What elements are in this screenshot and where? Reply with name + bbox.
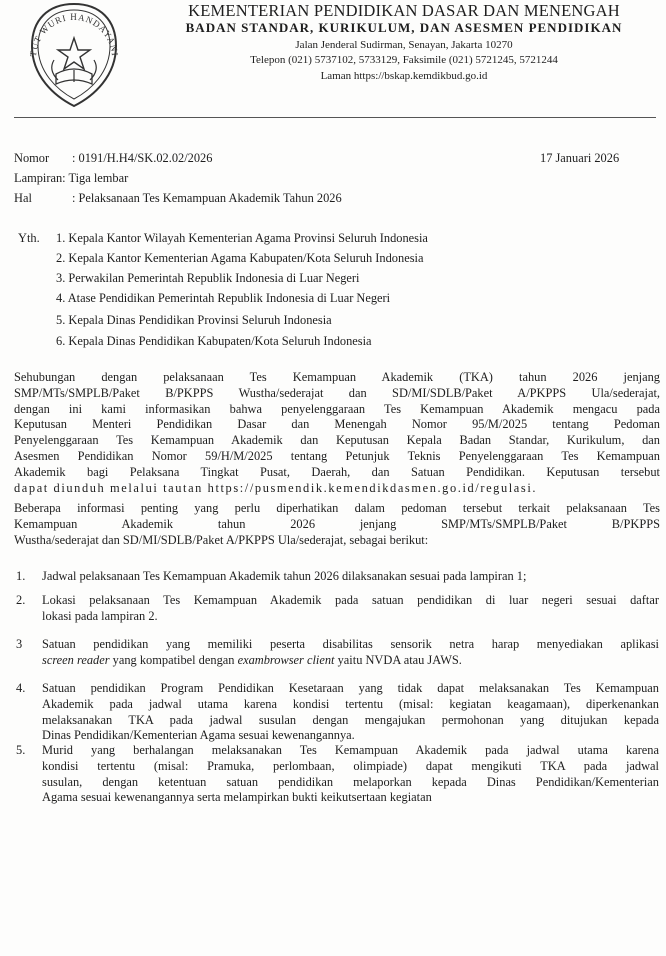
- paragraph-line: Kemampuan Akademik tahun 2026 jenjang SMP/MTs/SMPLB/Paket B/PKPPS: [14, 516, 660, 531]
- recipient-item: 5. Kepala Dinas Pendidikan Provinsi Seluruh Indonesia: [56, 313, 332, 327]
- point-line: [42, 653, 659, 669]
- agency-name: BADAN STANDAR, KURIKULUM, DAN ASESMEN PENDIDIKAN: [185, 20, 623, 35]
- point-number: 4.: [16, 681, 26, 695]
- point-text: [42, 681, 659, 744]
- point-text: [42, 593, 659, 625]
- point-number: 2.: [16, 593, 26, 607]
- ministry-name: KEMENTERIAN PENDIDIKAN DASAR DAN MENENGAH: [188, 1, 620, 20]
- nomor-row: [14, 151, 212, 166]
- point-line: Akademik pada jadwal utama karena kondisi tertentu (misal: kegiatan keagamaan), diperkenankan: [42, 696, 659, 711]
- paragraph-line: dapat diunduh melalui tautan https://pusmendik.kemendikdasmen.go.id/regulasi.: [14, 480, 538, 495]
- paragraph-line: Keputusan Menteri Pendidikan Dasar dan Menengah Nomor 95/M/2025 tentang Pedoman: [14, 417, 660, 432]
- point-line: susulan, dengan ketentuan satuan pendidikan melaporkan kepada Dinas Pendidikan/Kementerian: [42, 774, 659, 789]
- website: Laman https://bskap.kemdikbud.go.id: [320, 70, 488, 82]
- point-line: Satuan pendidikan yang memiliki peserta disabilitas sensorik netra harap menyediakan aplikasi: [42, 637, 659, 651]
- point-line: Lokasi pelaksanaan Tes Kemampuan Akademik pada satuan pendidikan di luar negeri sesuai daftar: [42, 593, 659, 607]
- point-line: Jadwal pelaksanaan Tes Kemampuan Akademik tahun 2026 dilaksanakan sesuai pada lampiran 1;: [42, 569, 527, 583]
- letter-date: 17 Januari 2026: [540, 151, 620, 165]
- point-line: Murid yang berhalangan melaksanakan Tes Kemampuan Akademik pada jadwal utama karena: [42, 743, 659, 757]
- point-line: Satuan pendidikan Program Pendidikan Kesetaraan yang tidak dapat melaksanakan Tes Kemampuan: [42, 681, 659, 695]
- paragraph-line: Akademik bagi Pelaksana Tingkat Pusat, Daerah, dan Satuan Pendidikan. Keputusan tersebut: [14, 464, 660, 479]
- point-line: lokasi pada lampiran 2.: [42, 608, 158, 623]
- svg-text:TUT WURI HANDAYANI: TUT WURI HANDAYANI: [27, 12, 121, 58]
- lampiran-row: Lampiran: Tiga lembar: [14, 171, 129, 185]
- point-number: 1.: [16, 569, 26, 583]
- paragraph-intro: [14, 370, 660, 496]
- recipient-item: 4. Atase Pendidikan Pemerintah Republik Indonesia di Luar Negeri: [56, 291, 391, 305]
- recipient-prefix: Yth.: [18, 231, 40, 245]
- point-number: 3: [16, 637, 23, 651]
- point-emphasis: exambrowser client: [237, 652, 335, 667]
- recipient-item: 1. Kepala Kantor Wilayah Kementerian Agama Provinsi Seluruh Indonesia: [56, 231, 428, 245]
- hal-label: Hal: [14, 191, 32, 205]
- paragraph-line: Sehubungan dengan pelaksanaan Tes Kemampuan Akademik (TKA) tahun 2026 jenjang: [14, 370, 660, 384]
- point-number: 5.: [16, 743, 26, 757]
- recipient-item: 3. Perwakilan Pemerintah Republik Indonesia di Luar Negeri: [56, 271, 360, 285]
- paragraph-line: Asesmen Pendidikan Nomor 59/H/M/2025 tentang Petunjuk Teknis Penyelenggaraan Tes Kemampuan: [14, 448, 660, 463]
- tut-wuri-handayani-logo: [14, 0, 134, 110]
- point-text: [42, 637, 659, 669]
- point-line-part: yaitu NVDA atau JAWS.: [334, 652, 462, 667]
- point-text: [42, 743, 659, 806]
- point-text: [42, 569, 659, 585]
- recipient-item: 6. Kepala Dinas Pendidikan Kabupaten/Kota Seluruh Indonesia: [56, 334, 372, 348]
- point-line: melaksanakan TKA pada jadwal susulan dengan mengajukan permohonan yang ditujukan kepada: [42, 712, 659, 727]
- paragraph-line: Penyelenggaraan Tes Kemampuan Akademik dan Keputusan Kepala Badan Standar, Kurikulum, dan: [14, 433, 660, 448]
- paragraph-points-intro: [14, 501, 660, 548]
- paragraph-line: dengan ini kami informasikan bahwa penyelenggaraan Tes Kemampuan Akademik mengacu pada: [14, 401, 660, 416]
- nomor-label: Nomor: [14, 151, 50, 165]
- paragraph-line: Beberapa informasi penting yang perlu diperhatikan dalam pedoman tersebut terkait pelaksanaan Tes: [14, 501, 660, 515]
- address: Jalan Jenderal Sudirman, Senayan, Jakarta 10270: [295, 39, 513, 51]
- paragraph-line: SMP/MTs/SMPLB/Paket B/PKPPS Wustha/sederajat dan SD/MI/SDLB/Paket A/PKPPS Ula/sederajat,: [14, 385, 660, 400]
- phone-fax: Telepon (021) 5737102, 5733129, Faksimile (021) 5721245, 5721244: [250, 54, 558, 66]
- nomor-value: : 0191/H.H4/SK.02.02/2026: [72, 151, 213, 165]
- point-line: Agama sesuai kewenangannya serta melampirkan bukti keikutsertaan kegiatan: [42, 790, 432, 805]
- point-line: kondisi tertentu (misal: Pramuka, perlombaan, olimpiade) dapat mengikuti TKA pada jadwal: [42, 758, 659, 773]
- hal-value: : Pelaksanaan Tes Kemampuan Akademik Tahun 2026: [72, 191, 342, 205]
- paragraph-line: Wustha/sederajat dan SD/MI/SDLB/Paket A/PKPPS Ula/sederajat, sebagai berikut:: [14, 532, 429, 547]
- hal-row: [14, 191, 342, 206]
- recipient-item: 2. Kepala Kantor Kementerian Agama Kabupaten/Kota Seluruh Indonesia: [56, 251, 424, 265]
- point-line-part: yang kompatibel dengan: [109, 652, 238, 667]
- letterhead-divider: [14, 117, 656, 118]
- point-emphasis: screen reader: [42, 652, 110, 667]
- point-line: Dinas Pendidikan/Kementerian Agama sesuai kewenangannya.: [42, 728, 355, 743]
